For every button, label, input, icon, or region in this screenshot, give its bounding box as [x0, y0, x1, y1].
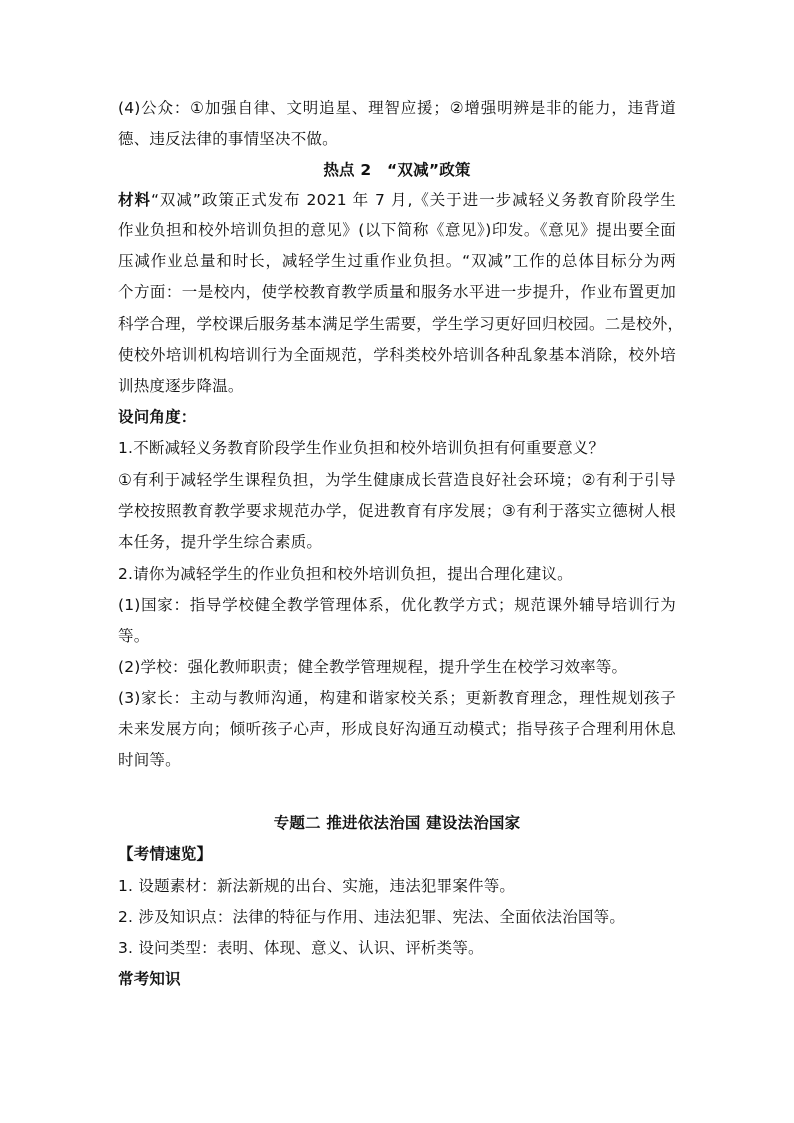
answer-2-school: (2)学校：强化教师职责；健全教学管理规程，提升学生在校学习效率等。	[118, 658, 628, 676]
material-line-3: 压减作业总量和时长，减轻学生过重作业负担。“双减”工作的总体目标分为两	[118, 252, 676, 270]
answer-2-country-line-1: (1)国家：指导学校健全教学管理体系，优化教学方式；规范课外辅导培训行为	[118, 596, 676, 614]
common-knowledge-heading: 常考知识	[118, 970, 181, 988]
answer-2-country-line-2: 等。	[118, 627, 150, 645]
material-line-7: 训热度逐步降温。	[118, 377, 244, 395]
question-1: 1.不断减轻义务教育阶段学生作业负担和校外培训负担有何重要意义？	[118, 439, 605, 457]
material-line-1	[118, 190, 676, 210]
material-label: 材料	[118, 191, 151, 209]
answer-2-parent-line-3: 时间等。	[118, 751, 181, 769]
question-2: 2.请你为减轻学生的作业负担和校外培训负担，提出合理化建议。	[118, 565, 573, 583]
item4-line2: 德、违反法律的事情坚决不做。	[118, 130, 338, 148]
material-line-5: 科学合理，学校课后服务基本满足学生需要，学生学习更好回归校园。二是校外，	[118, 315, 684, 333]
topic2-title: 专题二 推进依法治国 建设法治国家	[273, 814, 521, 832]
material-line-6: 使校外培训机构培训行为全面规范，学科类校外培训各种乱象基本消除，校外培	[118, 346, 676, 364]
answer-1-line-2: 学校按照教育教学要求规范办学，促进教育有序发展；③有利于落实立德树人根	[118, 502, 676, 520]
material-text-1: “双减”政策正式发布 2021 年 7 月,《关于进一步减轻义务教育阶段学生	[150, 191, 676, 209]
question-angle-heading: 设问角度：	[118, 408, 197, 426]
material-line-4: 个方面：一是校内，使学校教育教学质量和服务水平进一步提升，作业布置更加	[118, 283, 676, 301]
answer-2-parent-line-1: (3)家长：主动与教师沟通，构建和谐家校关系；更新教育理念，理性规划孩子	[118, 689, 676, 707]
overview-heading: 【考情速览】	[118, 845, 213, 863]
answer-2-parent-line-2: 未来发展方向；倾听孩子心声，形成良好沟通互动模式；指导孩子合理利用休息	[118, 720, 676, 738]
overview-item-3: 3. 设问类型：表明、体现、意义、认识、评析类等。	[118, 939, 484, 957]
item4-line1: (4)公众：①加强自律、文明追星、理智应援；②增强明辨是非的能力，违背道	[118, 99, 676, 117]
answer-1-line-1: ①有利于减轻学生课程负担，为学生健康成长营造良好社会环境；②有利于引导	[118, 471, 676, 489]
hotspot2-title: 热点 2 “双减”政策	[323, 161, 471, 179]
overview-item-2: 2. 涉及知识点：法律的特征与作用、违法犯罪、宪法、全面依法治国等。	[118, 908, 626, 926]
answer-1-line-3: 本任务，提升学生综合素质。	[118, 533, 323, 551]
material-line-2: 作业负担和校外培训负担的意见》(以下简称《意见》)印发。《意见》提出要全面	[118, 221, 676, 239]
overview-item-1: 1. 设题素材：新法新规的出台、实施，违法犯罪案件等。	[118, 877, 516, 895]
